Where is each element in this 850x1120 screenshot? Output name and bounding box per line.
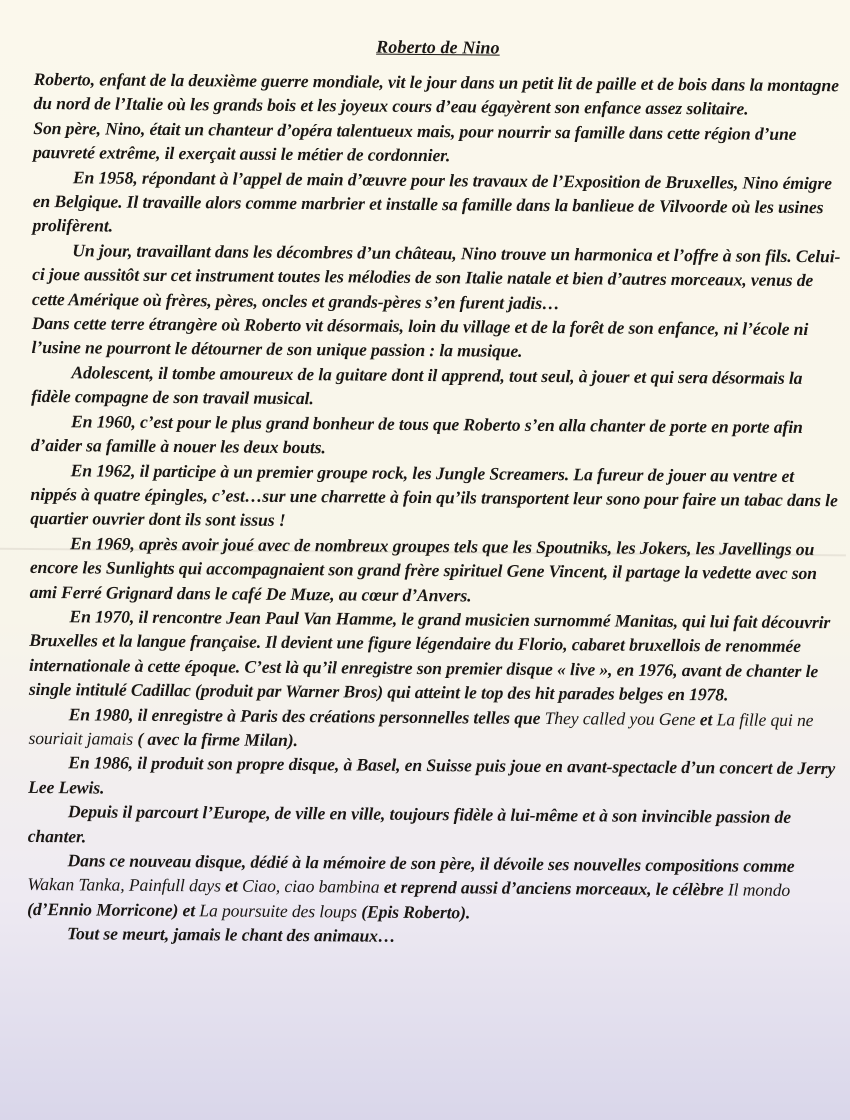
paragraph-text: En 1986, il produit son propre disque, à Basel, en Suisse puis joue en avant-spectacle d’un concert de Jerry Lee Lewis. <box>28 752 836 798</box>
paragraph-text: ( avec la firme Milan). <box>133 728 298 751</box>
document-body <box>27 67 842 952</box>
paragraph <box>31 311 839 366</box>
paragraph <box>28 701 836 756</box>
paragraph <box>31 409 839 464</box>
paragraph-text: En 1960, c’est pour le plus grand bonheur de tous que Roberto s’en alla chanter de porte en porte afin d’aider sa famille à nouer les deux bouts. <box>30 410 803 458</box>
work-title: Il mondo <box>727 879 791 901</box>
paragraph-text: Tout se meurt, jamais le chant des animaux… <box>66 923 396 947</box>
work-title: Wakan Tanka, Painfull days <box>27 874 221 896</box>
paragraph-text: et <box>220 875 243 897</box>
paragraph <box>32 238 841 318</box>
paragraph <box>28 750 836 805</box>
paragraph-text: et <box>695 708 717 729</box>
paragraph-text: En 1958, répondant à l’appel de main d’œuvre pour les travaux de l’Exposition de Bruxelles, Nino émigre en Belgique. Il travaille alors comme marbrier et installe sa famille dans la banlieue de Vilvoorde où les usines prolifèrent. <box>32 166 832 237</box>
paragraph-text: En 1970, il rencontre Jean Paul Van Hamme, le grand musicien surnommé Manitas, qui lui fait découvrir Bruxelles et la langue française. Il devient une figure légendaire du Florio, cabaret bruxellois de renommée internationale à cette époque. C’est là qu’il enregistre son premier disque « live », en 1976, avant de chanter le single intitulé Cadillac (produit par Warner Bros) qui atteint le top des hit parades belges en 1978. <box>28 606 831 705</box>
work-title: La poursuite des loups <box>199 900 358 922</box>
paragraph <box>27 848 836 928</box>
paragraph-text: Adolescent, il tombe amoureux de la guitare dont il apprend, tout seul, à jouer et qui sera désormais la fidèle compagne de son travail musical. <box>31 362 803 409</box>
paragraph-text: Dans ce nouveau disque, dédié à la mémoire de son père, il dévoile ses nouvelles compositions comme <box>67 850 795 876</box>
paragraph-text: (d’Ennio Morricone) et <box>27 898 200 921</box>
paragraph <box>33 116 841 171</box>
paragraph-text: En 1962, il participe à un premier groupe rock, les Jungle Screamers. La fureur de jouer au ventre et nippés à quatre épingles, c’est…sur une charrette à foin qu’ils transportent leur sono pour faire un tabac dans le quartier ouvrier dont ils sont issus ! <box>30 459 838 531</box>
work-title: They called you Gene <box>544 707 696 729</box>
paragraph-text: Son père, Nino, était un chanteur d’opéra talentueux mais, pour nourrir sa famille dans cette région d’une pauvreté extrême, il exerçait aussi le métier de cordonnier. <box>33 117 797 166</box>
document-title: Roberto de Nino <box>376 36 500 58</box>
paragraph-text: et reprend aussi d’anciens morceaux, le célèbre <box>379 877 728 900</box>
paragraph-text: Roberto, enfant de la deuxième guerre mondiale, vit le jour dans un petit lit de paille et de bois dans la montagne du nord de l’Italie où les grands bois et les joyeux cours d’eau égayèrent son enfance assez solitaire. <box>33 68 839 119</box>
paragraph-text: En 1980, il enregistre à Paris des créations personnelles telles que <box>68 703 545 728</box>
paragraph-text: Depuis il parcourt l’Europe, de ville en ville, toujours fidèle à lui-même et à son invincible passion de chanter. <box>27 801 792 846</box>
paragraph-text: En 1969, après avoir joué avec de nombreux groupes tels que les Spoutniks, les Jokers, les Javellings ou encore les Sunlights qui accompagnaient son grand frère spirituel Gene Vincent, il partage la vedette avec son ami Ferré Grignard dans le café De Muze, au cœur d’Anvers. <box>29 532 817 605</box>
paragraph <box>29 604 838 708</box>
paragraph-text: Un jour, travaillant dans les décombres d’un château, Nino trouve un harmonica et l’offre à son fils. Celui-ci joue aussitôt sur cet instrument toutes les mélodies de son Italie natale et bien d’autres morceaux, venus de cette Amérique où frères, pères, oncles et grands-pères s’en furent jadis… <box>31 240 841 313</box>
paragraph <box>33 67 841 122</box>
paragraph <box>32 165 841 245</box>
work-title: La fille qui ne souriait jamais <box>28 708 814 749</box>
paragraph <box>31 360 839 415</box>
paragraph <box>28 799 836 854</box>
paragraph <box>27 921 835 952</box>
paragraph <box>30 457 839 537</box>
work-title: Ciao, ciao bambina <box>241 876 380 898</box>
paragraph <box>30 531 839 611</box>
paragraph-text: Dans cette terre étrangère où Roberto vit désormais, loin du village et de la forêt de son enfance, ni l’école ni l’usine ne pourront le détourner de son unique passion : la musique. <box>31 313 809 362</box>
paragraph-text: (Epis Roberto). <box>356 901 471 923</box>
